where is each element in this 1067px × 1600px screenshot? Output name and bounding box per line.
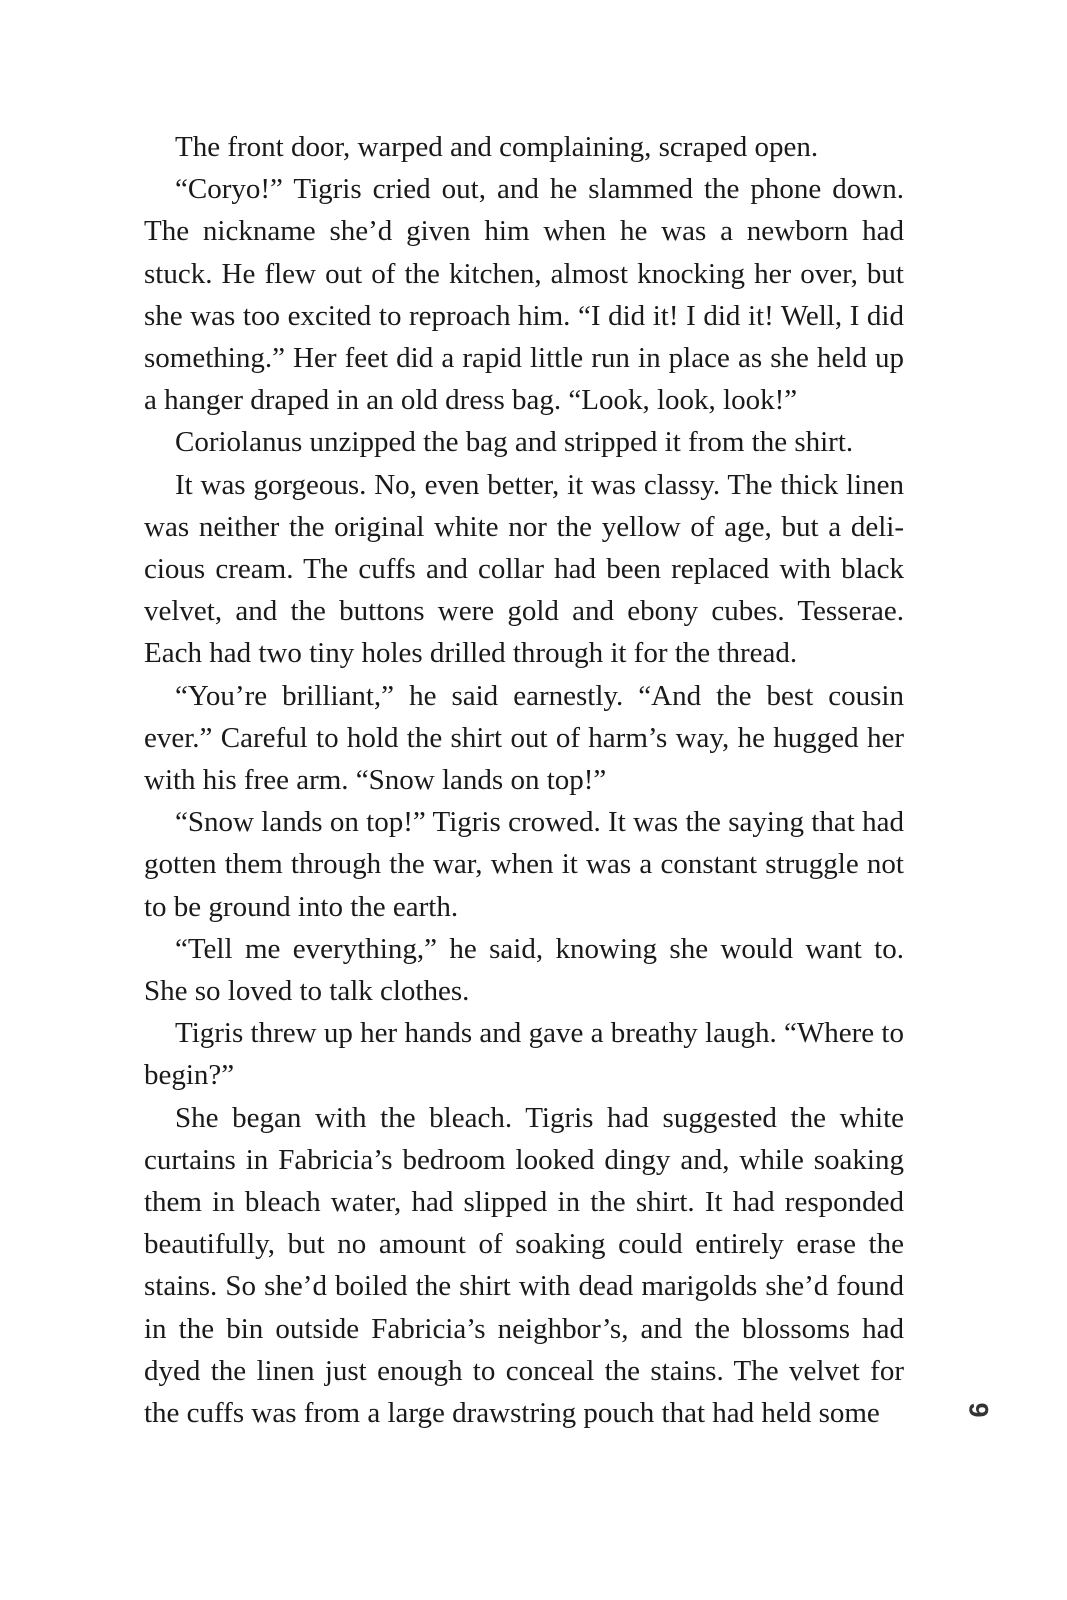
paragraph: “Tell me everything,” he said, knowing she would want to. She so loved to talk clothes.: [144, 932, 904, 1008]
paragraph: Tigris threw up her hands and gave a breathy laugh. “Where to begin?”: [144, 1017, 904, 1092]
paragraph: “You’re brilliant,” he said earnestly. “And the best cousin ever.” Careful to hold the shirt out of harm’s way, he hugged her with his free arm. “Snow lands on top!”: [144, 679, 904, 797]
paragraph: It was gorgeous. No, even better, it was classy. The thick linen was neither the original white nor the yellow of age, but a delicious cream. The cuffs and collar had been replaced with black velvet, and the buttons were gold and ebony cubes. Tesserae. Each had two tiny holes drilled through it for the thread.: [144, 468, 904, 670]
paragraph: Coriolanus unzipped the bag and stripped it from the shirt.: [175, 426, 854, 459]
paragraph: “Coryo!” Tigris cried out, and he slammed the phone down. The nickname she’d given him when he was a newborn had stuck. He flew out of the kitchen, almost knocking her over, but she was too excited to reproach him. “I did it! I did it! Well, I did something.” Her feet did a rapid little run in place as she held up a hanger draped in an old dress bag. “Look, look, look!”: [144, 173, 904, 417]
paragraph: She began with the bleach. Tigris had suggested the white curtains in Fabricia’s bedroom looked dingy and, while soaking them in bleach water, had slipped in the shirt. It had responded beautifully, but no amount of soaking could entirely erase the stains. So she’d boiled the shirt with dead marigolds she’d found in the bin outside Fabricia’s neighbor’s, and the blossoms had dyed the linen just enough to conceal the stains. The velvet for the cuffs was from a large drawstring pouch that had held some: [144, 1101, 904, 1430]
paragraph: The front door, warped and complaining, scraped open.: [175, 131, 819, 163]
body-text: [144, 126, 904, 1434]
paragraph: “Snow lands on top!” Tigris crowed. It was the saying that had gotten them through the war, when it was a constant struggle not to be ground into the earth.: [144, 806, 904, 923]
page-number: 9: [963, 1402, 994, 1418]
